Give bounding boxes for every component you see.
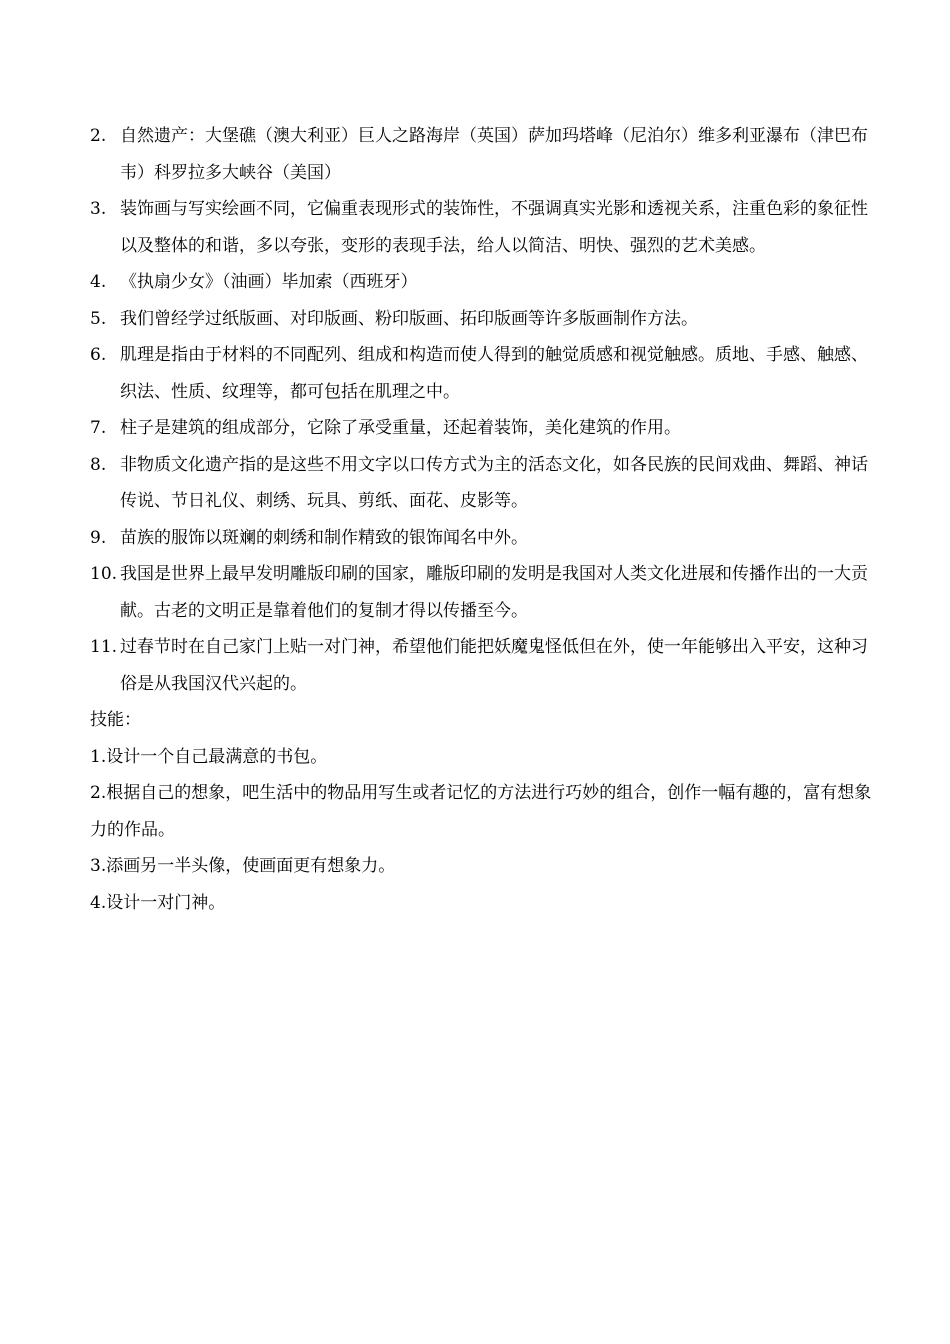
item-text: 非物质文化遗产指的是这些不用文字以口传方式为主的活态文化，如各民族的民间戏曲、舞蹈、神话传说、节日礼仪、刺绣、玩具、剪纸、面花、皮影等。 (120, 454, 868, 511)
list-item (90, 301, 880, 338)
skill-item: 2.根据自己的想象，吧生活中的物品用写生或者记忆的方法进行巧妙的组合，创作一幅有趣的，富有想象力的作品。 (90, 783, 872, 840)
item-number: 4. (90, 272, 107, 292)
list-item (90, 337, 880, 410)
item-text: 我们曾经学过纸版画、对印版画、粉印版画、拓印版画等许多版画制作方法。 (120, 308, 698, 329)
list-item (90, 520, 880, 557)
skills-heading: 技能： (90, 710, 141, 730)
skill-item: 3.添画另一半头像，使画面更有想象力。 (90, 856, 396, 876)
item-text: 柱子是建筑的组成部分，它除了承受重量，还起着装饰，美化建筑的作用。 (120, 418, 681, 438)
item-number: 9. (90, 527, 107, 548)
list-item (90, 447, 880, 520)
item-text: 《执扇少女》（油画）毕加索（西班牙） (120, 272, 418, 292)
item-text: 苗族的服饰以斑斓的刺绣和制作精致的银饰闻名中外。 (120, 527, 528, 548)
skill-item: 1.设计一个自己最满意的书包。 (90, 746, 328, 767)
item-number: 8. (90, 454, 107, 475)
list-item (90, 410, 880, 447)
item-text: 装饰画与写实绘画不同，它偏重表现形式的装饰性，不强调真实光影和透视关系，注重色彩的象征性以及整体的和谐，多以夸张，变形的表现手法，给人以简洁、明快、强烈的艺术美感。 (120, 199, 868, 256)
item-text: 肌理是指由于材料的不同配列、组成和构造而使人得到的触觉质感和视觉触感。质地、手感、触感、织法、性质、纹理等，都可包括在肌理之中。 (120, 345, 868, 402)
skill-item: 4.设计一对门神。 (90, 892, 226, 913)
list-item (90, 629, 880, 702)
item-number: 10. (90, 564, 118, 584)
list-item (90, 264, 880, 301)
item-text: 过春节时在自己家门上贴一对门神，希望他们能把妖魔鬼怪低但在外，使一年能够出入平安，这种习俗是从我国汉代兴起的。 (120, 637, 868, 694)
list-item (90, 556, 880, 629)
list-item (90, 118, 880, 191)
item-number: 11. (90, 637, 118, 657)
item-text: 自然遗产：大堡礁（澳大利亚）巨人之路海岸（英国）萨加玛塔峰（尼泊尔）维多利亚瀑布（津巴布韦）科罗拉多大峡谷（美国） (120, 126, 868, 183)
item-number: 7. (90, 418, 107, 438)
item-number: 6. (90, 345, 107, 365)
list-item (90, 191, 880, 264)
item-text: 我国是世界上最早发明雕版印刷的国家，雕版印刷的发明是我国对人类文化进展和传播作出的一大贡献。古老的文明正是靠着他们的复制才得以传播至今。 (120, 564, 868, 621)
item-number: 3. (90, 199, 107, 219)
item-number: 2. (90, 126, 107, 146)
item-number: 5. (90, 308, 107, 329)
document-page (90, 118, 880, 921)
